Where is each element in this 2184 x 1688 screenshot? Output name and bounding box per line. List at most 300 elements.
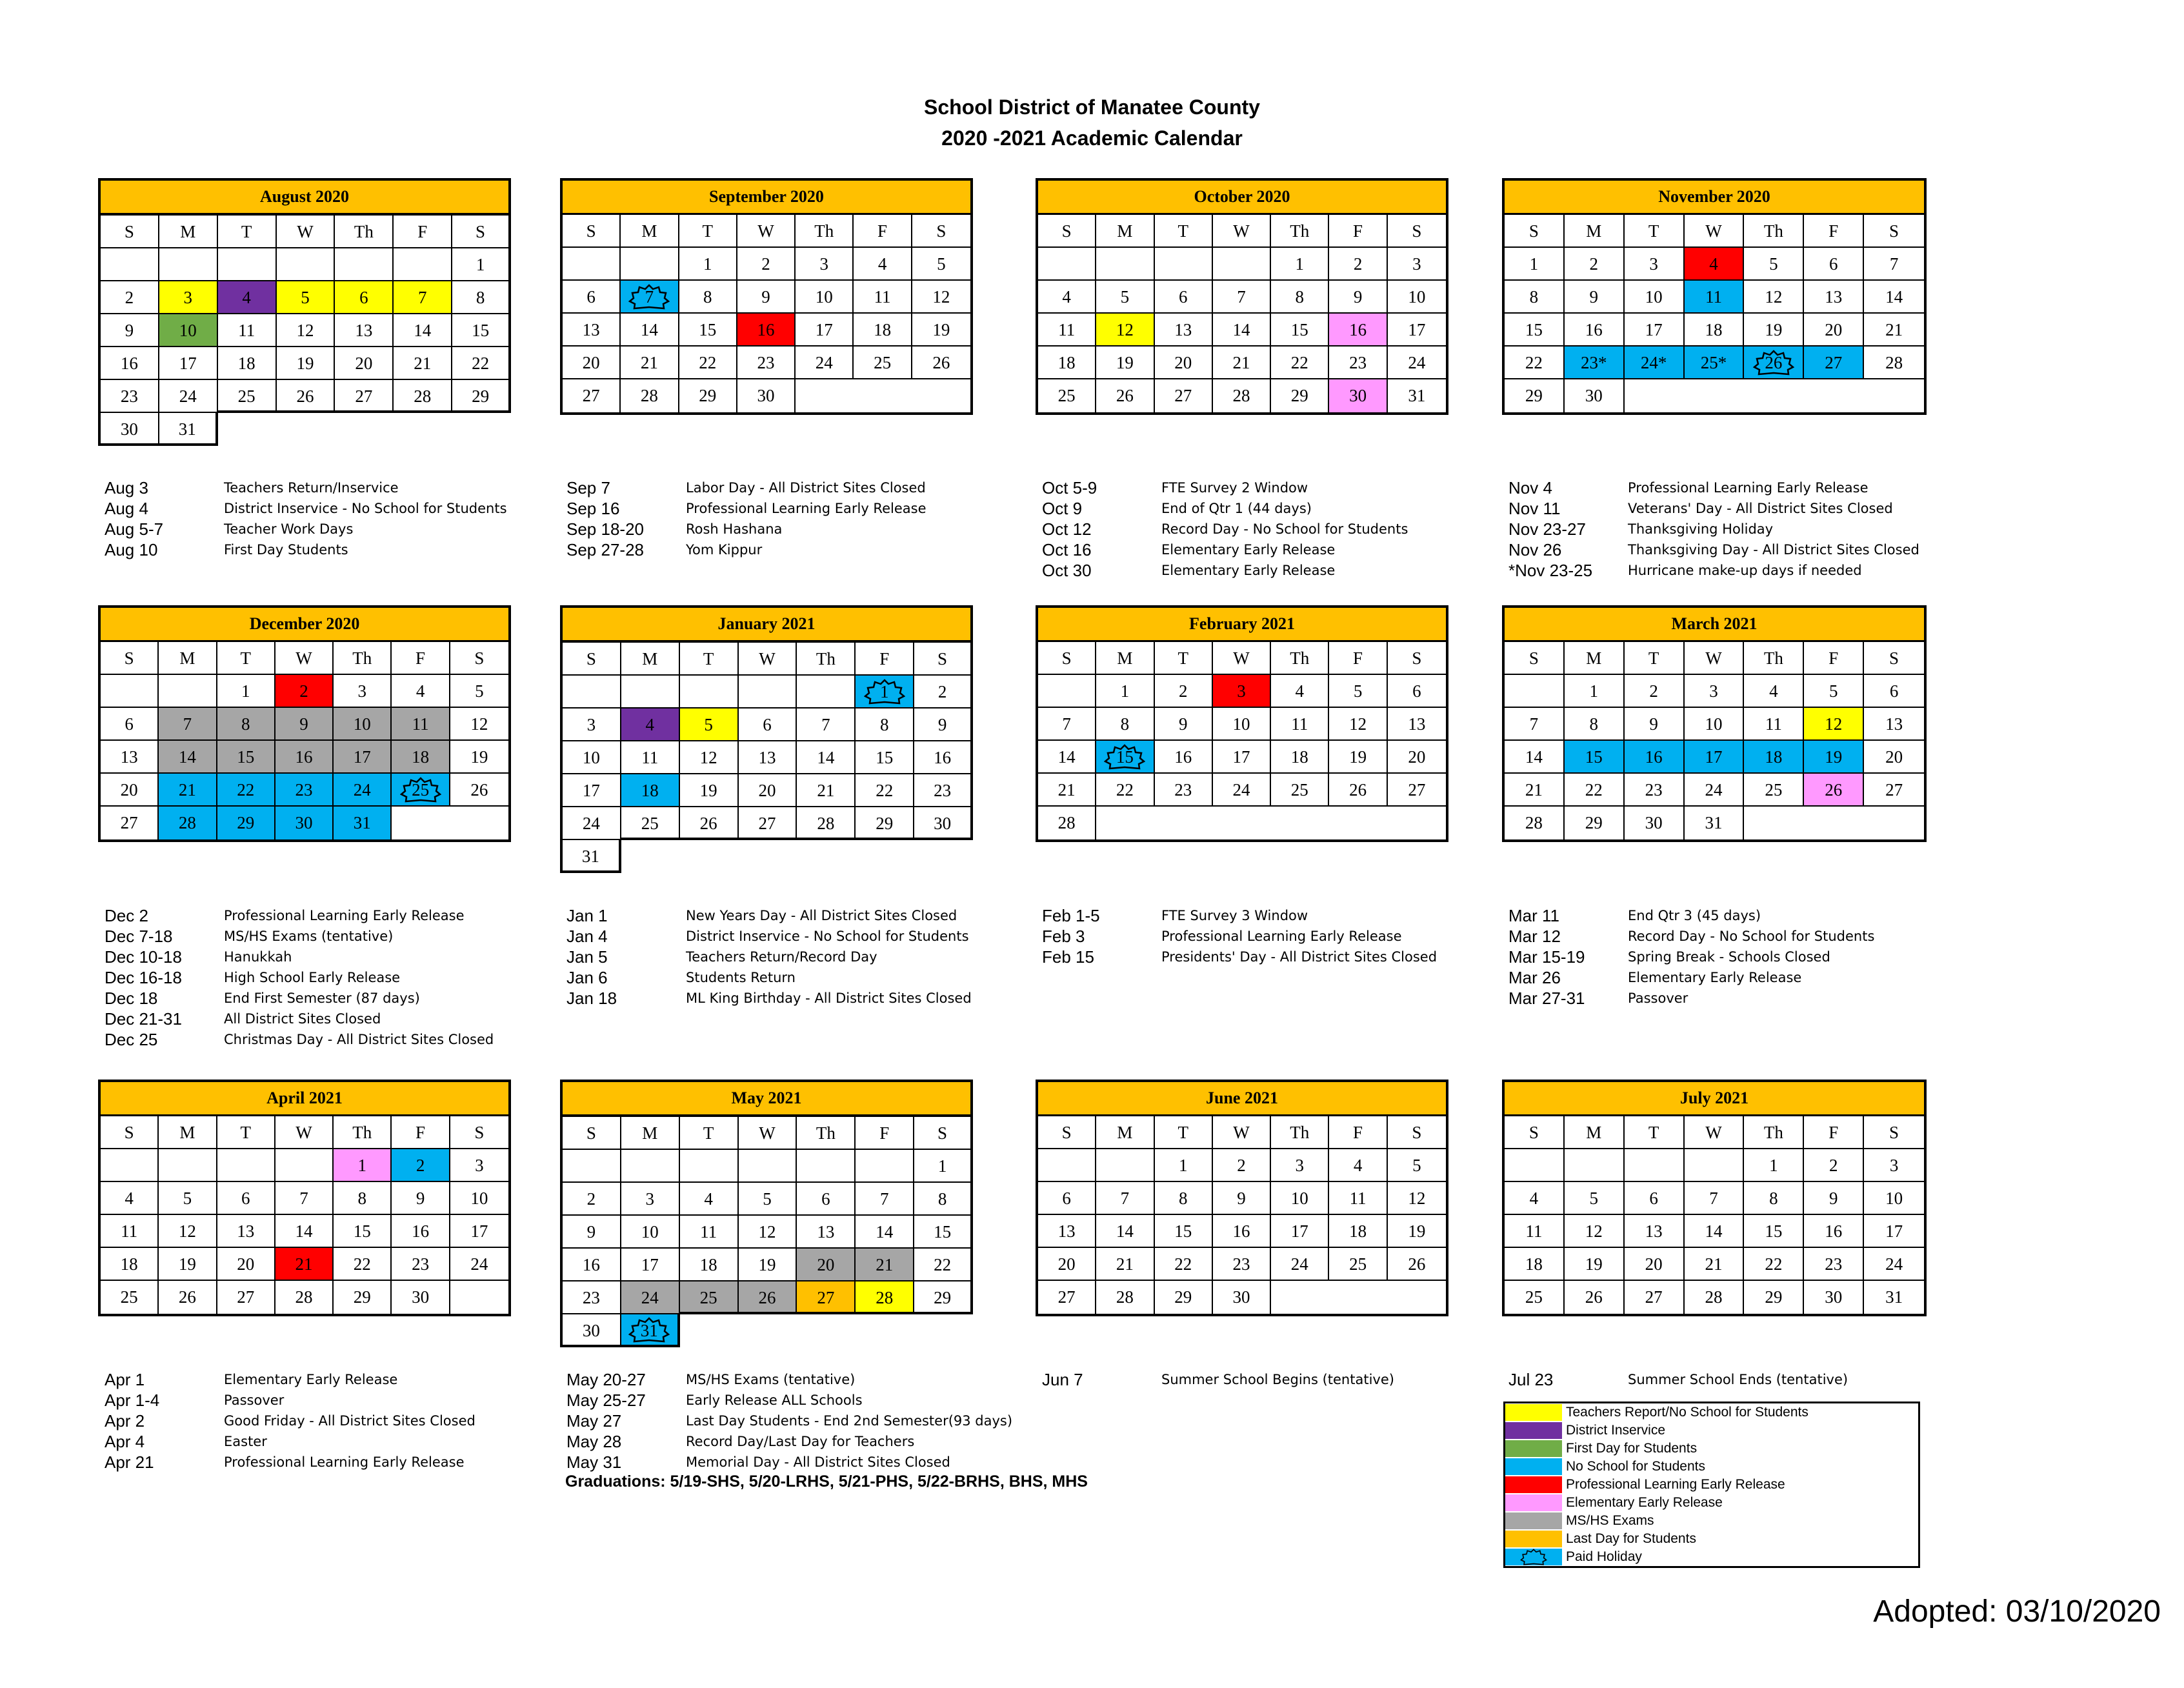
empty-cell — [1038, 1149, 1096, 1182]
note-date: Oct 16 — [1042, 539, 1092, 559]
day-cell: 1 — [1744, 1149, 1804, 1182]
day-cell: 16 — [1213, 1215, 1271, 1248]
day-cell: 4 — [1505, 1182, 1565, 1215]
note-text: Teachers Return/Inservice — [224, 480, 399, 496]
day-cell: 29 — [1505, 379, 1565, 412]
day-cell: 18 — [621, 774, 680, 807]
day-cell: 3 — [621, 1183, 680, 1216]
weekday-header: W — [737, 215, 796, 248]
day-cell: 24 — [1271, 1248, 1329, 1281]
day-cell: 16 — [101, 347, 159, 380]
empty-cell — [218, 413, 277, 446]
day-cell: 27 — [739, 807, 797, 840]
weekday-header: T — [1625, 642, 1685, 675]
day-cell: 28 — [1213, 379, 1271, 412]
weekday-header: T — [680, 643, 739, 676]
empty-cell — [1505, 675, 1565, 708]
day-cell: 17 — [1213, 741, 1271, 774]
day-cell: 4 — [1329, 1149, 1387, 1182]
empty-cell — [1038, 675, 1096, 708]
weekday-header: Th — [1744, 642, 1804, 675]
legend-swatch — [1505, 1458, 1562, 1475]
day-cell: 8 — [452, 281, 511, 314]
day-cell: 13 — [1804, 281, 1864, 314]
day-cell: 10 — [563, 741, 621, 774]
note-date: Feb 15 — [1042, 947, 1094, 967]
day-cell: 7 — [394, 281, 452, 314]
legend-item — [1505, 1494, 1918, 1512]
note-text: Elementary Early Release — [224, 1372, 398, 1387]
day-cell: 13 — [1388, 708, 1446, 741]
legend-item — [1505, 1403, 1918, 1422]
note-text: Veterans' Day - All District Sites Closed — [1628, 501, 1893, 516]
day-cell: 19 — [680, 774, 739, 807]
day-cell: 25 — [392, 774, 450, 807]
weekday-header: M — [159, 216, 218, 248]
day-cell: 17 — [1625, 314, 1685, 347]
day-cell: 26 — [739, 1281, 797, 1314]
empty-cell — [563, 1150, 621, 1183]
day-cell: 26 — [1565, 1281, 1625, 1314]
empty-cell — [1271, 1281, 1329, 1314]
empty-cell — [797, 676, 856, 708]
day-cell: 3 — [1864, 1149, 1924, 1182]
empty-cell — [218, 248, 277, 281]
weekday-header: F — [1804, 1116, 1864, 1149]
weekday-header: Th — [1271, 215, 1329, 248]
empty-cell — [796, 379, 854, 412]
day-cell: 22 — [1271, 347, 1329, 379]
empty-cell — [914, 840, 973, 873]
day-cell: 30 — [737, 379, 796, 412]
weekday-header: Th — [1744, 215, 1804, 248]
weekday-header: W — [739, 643, 797, 676]
day-cell: 23 — [101, 380, 159, 413]
day-cell: 4 — [680, 1183, 739, 1216]
empty-cell — [1744, 379, 1804, 412]
day-cell: 6 — [563, 281, 621, 314]
empty-cell — [621, 248, 679, 281]
note-row — [1042, 1369, 1394, 1390]
weekday-header: M — [159, 1116, 217, 1149]
empty-cell — [739, 1314, 797, 1347]
month-notes — [105, 477, 507, 560]
empty-cell — [1565, 1149, 1625, 1182]
day-cell: 24 — [1388, 347, 1446, 379]
day-cell: 12 — [912, 281, 970, 314]
month-header: November 2020 — [1505, 181, 1924, 215]
day-cell: 14 — [856, 1216, 914, 1249]
day-cell: 12 — [680, 741, 739, 774]
day-cell: 26 — [1329, 774, 1387, 807]
note-row — [566, 477, 926, 498]
day-cell: 5 — [1329, 675, 1387, 708]
month-header: September 2020 — [563, 181, 970, 215]
day-cell: 31 — [159, 413, 218, 446]
day-cell: 22 — [914, 1249, 973, 1281]
month-header: May 2021 — [560, 1080, 973, 1117]
note-text: Teacher Work Days — [224, 521, 354, 537]
day-cell: 7 — [856, 1183, 914, 1216]
day-cell: 18 — [392, 741, 450, 774]
month-notes — [1042, 905, 1437, 967]
day-cell: 30 — [1213, 1281, 1271, 1314]
weekday-header: Th — [1744, 1116, 1804, 1149]
weekday-header: S — [452, 216, 511, 248]
month-header: February 2021 — [1038, 608, 1446, 642]
weekday-header: F — [856, 643, 914, 676]
day-cell: 30 — [1565, 379, 1625, 412]
empty-cell — [1096, 807, 1154, 839]
weekday-header: S — [450, 642, 508, 675]
empty-cell — [914, 1314, 973, 1347]
day-cell: 1 — [914, 1150, 973, 1183]
empty-cell — [854, 379, 912, 412]
weekday-header: W — [276, 642, 334, 675]
day-cell: 11 — [1685, 281, 1745, 314]
note-row — [566, 539, 926, 560]
day-cell: 10 — [1625, 281, 1685, 314]
day-cell: 28 — [1685, 1281, 1745, 1314]
weekday-header: Th — [1271, 1116, 1329, 1149]
day-cell: 6 — [1804, 248, 1864, 281]
day-cell: 8 — [1565, 708, 1625, 741]
note-date: Apr 1-4 — [105, 1390, 160, 1410]
day-cell: 1 — [334, 1149, 392, 1182]
day-cell: 24 — [450, 1248, 508, 1281]
note-text: Yom Kippur — [686, 542, 763, 558]
day-cell: 28 — [1038, 807, 1096, 839]
weekday-header: S — [563, 643, 621, 676]
day-cell: 25 — [854, 347, 912, 379]
note-row — [566, 967, 972, 988]
note-date: Sep 7 — [566, 477, 610, 497]
day-cell: 18 — [1038, 347, 1096, 379]
day-cell: 2 — [737, 248, 796, 281]
note-row — [1508, 539, 1919, 560]
day-cell: 1 — [1271, 248, 1329, 281]
day-cell: 17 — [1388, 314, 1446, 347]
day-cell: 12 — [159, 1215, 217, 1248]
day-cell: 15 — [217, 741, 276, 774]
note-text: End First Semester (87 days) — [224, 990, 420, 1006]
day-cell: 29 — [1565, 807, 1625, 839]
weekday-header: M — [1565, 642, 1625, 675]
weekday-header: Th — [334, 642, 392, 675]
weekday-header: T — [217, 642, 276, 675]
day-cell: 2 — [276, 675, 334, 708]
weekday-header: Th — [797, 1117, 856, 1150]
legend-swatch — [1505, 1440, 1562, 1457]
note-date: Mar 12 — [1508, 926, 1561, 946]
day-cell: 24* — [1625, 347, 1685, 379]
note-row — [566, 1452, 1012, 1472]
note-date: Dec 10-18 — [105, 947, 182, 967]
day-cell: 11 — [680, 1216, 739, 1249]
note-row — [566, 947, 972, 967]
empty-cell — [1505, 1149, 1565, 1182]
adopted-date: Adopted: 03/10/2020 — [1873, 1594, 2161, 1629]
weekday-header: T — [1155, 642, 1213, 675]
month-calendar — [1502, 605, 1927, 842]
note-row — [566, 905, 972, 926]
day-cell: 6 — [797, 1183, 856, 1216]
note-text: Elementary Early Release — [1161, 563, 1336, 578]
day-cell: 6 — [1625, 1182, 1685, 1215]
day-cell: 30 — [914, 807, 973, 840]
day-cell: 5 — [1096, 281, 1154, 314]
day-cell: 2 — [1565, 248, 1625, 281]
day-cell: 20 — [1864, 741, 1924, 774]
note-text: Christmas Day - All District Sites Closed — [224, 1032, 494, 1047]
legend-label: Teachers Report/No School for Students — [1566, 1405, 1808, 1420]
day-cell: 28 — [159, 807, 217, 839]
weekday-header: W — [277, 216, 336, 248]
day-cell: 29 — [914, 1281, 973, 1314]
day-cell: 15 — [679, 314, 737, 347]
weekday-header: M — [621, 1117, 680, 1150]
month-header: April 2021 — [101, 1082, 508, 1116]
month-notes — [105, 1369, 476, 1472]
weekday-header: S — [563, 1117, 621, 1150]
note-text: Record Day - No School for Students — [1628, 929, 1875, 944]
note-text: Elementary Early Release — [1628, 970, 1802, 985]
day-cell: 5 — [680, 708, 739, 741]
day-cell: 16 — [276, 741, 334, 774]
empty-cell — [277, 248, 336, 281]
day-cell: 4 — [392, 675, 450, 708]
graduations-text: Graduations: 5/19-SHS, 5/20-LRHS, 5/21-PHS, 5/22-BRHS, BHS, MHS — [565, 1472, 1088, 1491]
day-cell: 10 — [1213, 708, 1271, 741]
note-date: Apr 4 — [105, 1431, 145, 1451]
month-notes — [566, 1369, 1012, 1472]
note-text: MS/HS Exams (tentative) — [224, 929, 394, 944]
empty-cell — [1213, 248, 1271, 281]
empty-cell — [335, 413, 394, 446]
empty-cell — [217, 1149, 276, 1182]
day-cell: 1 — [217, 675, 276, 708]
day-cell: 11 — [392, 708, 450, 741]
note-row — [1042, 560, 1408, 581]
weekday-header: W — [739, 1117, 797, 1150]
day-cell: 25 — [1329, 1248, 1387, 1281]
day-cell: 14 — [1864, 281, 1924, 314]
note-date: Oct 12 — [1042, 519, 1092, 539]
day-cell: 27 — [1804, 347, 1864, 379]
empty-cell — [680, 1150, 739, 1183]
note-date: Dec 18 — [105, 988, 158, 1008]
day-cell: 9 — [1329, 281, 1387, 314]
day-cell: 3 — [450, 1149, 508, 1182]
day-cell: 24 — [334, 774, 392, 807]
day-cell: 10 — [796, 281, 854, 314]
note-text: Hanukkah — [224, 949, 292, 965]
empty-cell — [856, 1314, 914, 1347]
note-text: Record Day/Last Day for Teachers — [686, 1434, 915, 1449]
weekday-header: W — [1685, 642, 1745, 675]
empty-cell — [1864, 379, 1924, 412]
empty-cell — [739, 676, 797, 708]
day-cell: 15 — [334, 1215, 392, 1248]
note-date: Sep 18-20 — [566, 519, 644, 539]
day-cell: 9 — [1213, 1182, 1271, 1215]
weekday-header: F — [854, 215, 912, 248]
legend — [1503, 1402, 1920, 1568]
weekday-header: T — [1155, 1116, 1213, 1149]
empty-cell — [680, 840, 739, 873]
day-cell: 18 — [1685, 314, 1745, 347]
day-cell: 12 — [1565, 1215, 1625, 1248]
weekday-header: W — [1213, 215, 1271, 248]
day-cell: 22 — [1744, 1248, 1804, 1281]
note-date: Oct 30 — [1042, 560, 1092, 580]
note-text: All District Sites Closed — [224, 1011, 381, 1027]
empty-cell — [856, 840, 914, 873]
day-cell: 25 — [101, 1281, 159, 1314]
day-cell: 7 — [1213, 281, 1271, 314]
day-cell: 19 — [1565, 1248, 1625, 1281]
day-cell: 28 — [621, 379, 679, 412]
day-cell: 5 — [450, 675, 508, 708]
day-cell: 29 — [856, 807, 914, 840]
day-cell: 8 — [914, 1183, 973, 1216]
note-row — [105, 539, 507, 560]
note-text: FTE Survey 3 Window — [1161, 908, 1308, 923]
empty-cell — [1804, 807, 1864, 839]
empty-cell — [335, 248, 394, 281]
day-cell: 13 — [217, 1215, 276, 1248]
weekday-header: S — [1388, 642, 1446, 675]
legend-label: Paid Holiday — [1566, 1549, 1642, 1564]
day-cell: 23 — [276, 774, 334, 807]
empty-cell — [797, 1150, 856, 1183]
weekday-header: S — [563, 215, 621, 248]
day-cell: 29 — [334, 1281, 392, 1314]
note-date: Feb 3 — [1042, 926, 1085, 946]
note-row — [1042, 519, 1408, 539]
day-cell: 29 — [679, 379, 737, 412]
day-cell: 20 — [1804, 314, 1864, 347]
day-cell: 17 — [159, 347, 218, 380]
weekday-header: Th — [796, 215, 854, 248]
day-cell: 4 — [1271, 675, 1329, 708]
day-cell: 1 — [452, 248, 511, 281]
day-cell: 12 — [1329, 708, 1387, 741]
month-header: August 2020 — [98, 178, 511, 216]
weekday-header: F — [1329, 642, 1387, 675]
empty-cell — [912, 379, 970, 412]
day-cell: 16 — [914, 741, 973, 774]
day-cell: 13 — [1625, 1215, 1685, 1248]
day-cell: 15 — [1744, 1215, 1804, 1248]
day-cell: 7 — [1096, 1182, 1154, 1215]
day-cell: 31 — [1685, 807, 1745, 839]
note-text: Easter — [224, 1434, 267, 1449]
day-cell: 12 — [277, 314, 336, 347]
empty-cell — [856, 1150, 914, 1183]
day-cell: 15 — [1565, 741, 1625, 774]
day-cell: 6 — [739, 708, 797, 741]
empty-cell — [1388, 807, 1446, 839]
note-row — [566, 1411, 1012, 1431]
empty-cell — [1213, 807, 1271, 839]
day-cell: 7 — [1685, 1182, 1745, 1215]
day-cell: 4 — [1038, 281, 1096, 314]
note-text: Passover — [1628, 990, 1688, 1006]
empty-cell — [101, 1149, 159, 1182]
day-cell: 17 — [1271, 1215, 1329, 1248]
day-cell: 20 — [1625, 1248, 1685, 1281]
note-row — [105, 1431, 476, 1452]
note-text: Summer School Begins (tentative) — [1161, 1372, 1394, 1387]
day-cell: 25 — [621, 807, 680, 840]
legend-label: Professional Learning Early Release — [1566, 1477, 1785, 1492]
note-row — [566, 519, 926, 539]
month-header: October 2020 — [1038, 181, 1446, 215]
day-cell: 18 — [1744, 741, 1804, 774]
weekday-header: W — [1213, 642, 1271, 675]
day-cell: 9 — [276, 708, 334, 741]
empty-cell — [452, 413, 511, 446]
day-cell: 1 — [679, 248, 737, 281]
empty-cell — [1685, 1149, 1745, 1182]
day-cell: 6 — [1038, 1182, 1096, 1215]
weekday-header: M — [159, 642, 217, 675]
empty-cell — [450, 1281, 508, 1314]
day-cell: 15 — [1155, 1215, 1213, 1248]
note-text: Professional Learning Early Release — [224, 908, 465, 923]
day-cell: 30 — [1329, 379, 1387, 412]
legend-swatch — [1505, 1476, 1562, 1493]
day-cell: 25 — [1038, 379, 1096, 412]
day-cell: 2 — [1213, 1149, 1271, 1182]
day-cell: 13 — [1038, 1215, 1096, 1248]
day-cell: 7 — [621, 281, 679, 314]
day-cell: 5 — [159, 1182, 217, 1215]
empty-cell — [159, 675, 217, 708]
day-cell: 22 — [1505, 347, 1565, 379]
day-cell: 19 — [1096, 347, 1154, 379]
day-cell: 11 — [1271, 708, 1329, 741]
note-text: FTE Survey 2 Window — [1161, 480, 1308, 496]
note-date: Apr 1 — [105, 1369, 145, 1389]
note-row — [1042, 539, 1408, 560]
weekday-header: Th — [334, 1116, 392, 1149]
day-cell: 16 — [1565, 314, 1625, 347]
day-cell: 27 — [101, 807, 159, 839]
empty-cell — [1388, 1281, 1446, 1314]
day-cell: 25* — [1685, 347, 1745, 379]
note-text: Presidents' Day - All District Sites Closed — [1161, 949, 1438, 965]
day-cell: 17 — [334, 741, 392, 774]
empty-cell — [101, 675, 159, 708]
day-cell: 14 — [1685, 1215, 1745, 1248]
note-text: Rosh Hashana — [686, 521, 783, 537]
day-cell: 3 — [1213, 675, 1271, 708]
day-cell: 23 — [914, 774, 973, 807]
note-row — [566, 1369, 1012, 1390]
day-cell: 27 — [797, 1281, 856, 1314]
day-cell: 16 — [563, 1249, 621, 1281]
day-cell: 19 — [277, 347, 336, 380]
day-cell: 25 — [1271, 774, 1329, 807]
note-text: Thanksgiving Holiday — [1628, 521, 1774, 537]
legend-item — [1505, 1440, 1918, 1458]
day-cell: 11 — [1329, 1182, 1387, 1215]
day-cell: 26 — [1804, 774, 1864, 807]
day-cell: 1 — [1155, 1149, 1213, 1182]
day-cell: 13 — [563, 314, 621, 347]
